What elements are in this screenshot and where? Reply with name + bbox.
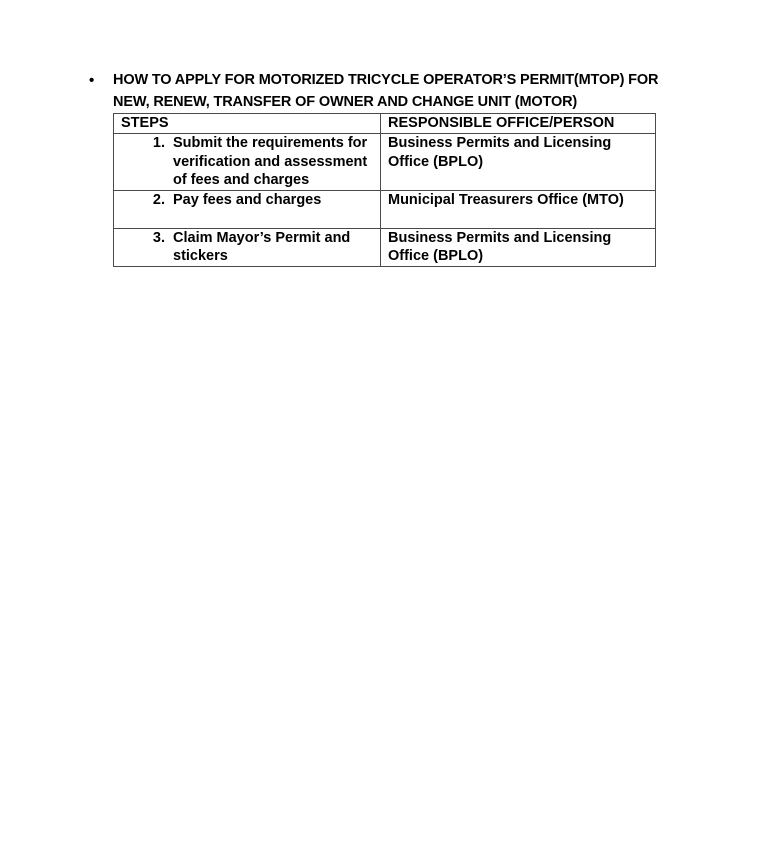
header-steps: STEPS xyxy=(114,114,381,134)
step-cell xyxy=(114,190,381,228)
step-cell xyxy=(114,228,381,266)
step-number: 1. xyxy=(152,135,165,151)
table-row xyxy=(114,134,656,191)
heading-text: HOW TO APPLY FOR MOTORIZED TRICYCLE OPERATOR’S PERMIT(MTOP) FOR NEW, RENEW, TRANSFER OF OWNER AND CHANGE UNIT (MOTOR) xyxy=(113,72,659,110)
header-responsible-office: RESPONSIBLE OFFICE/PERSON xyxy=(381,114,656,134)
step-text: Claim Mayor’s Permit and stickers xyxy=(173,229,351,264)
steps-table xyxy=(113,113,656,267)
section-heading xyxy=(89,69,689,113)
table-row xyxy=(114,190,656,228)
step-text: Submit the requirements for verification and assessment of fees and charges xyxy=(173,135,368,188)
step-number: 3. xyxy=(152,229,165,246)
office-cell: Business Permits and Licensing Office (BPLO) xyxy=(381,228,656,266)
step-cell xyxy=(114,134,381,191)
step-number: 2. xyxy=(152,191,165,208)
office-cell: Business Permits and Licensing Office (BPLO) xyxy=(381,134,656,191)
office-cell: Municipal Treasurers Office (MTO) xyxy=(381,190,656,228)
bullet-icon: • xyxy=(89,72,95,89)
step-text: Pay fees and charges xyxy=(173,191,322,208)
table-row xyxy=(114,228,656,266)
table-header-row xyxy=(114,114,656,134)
